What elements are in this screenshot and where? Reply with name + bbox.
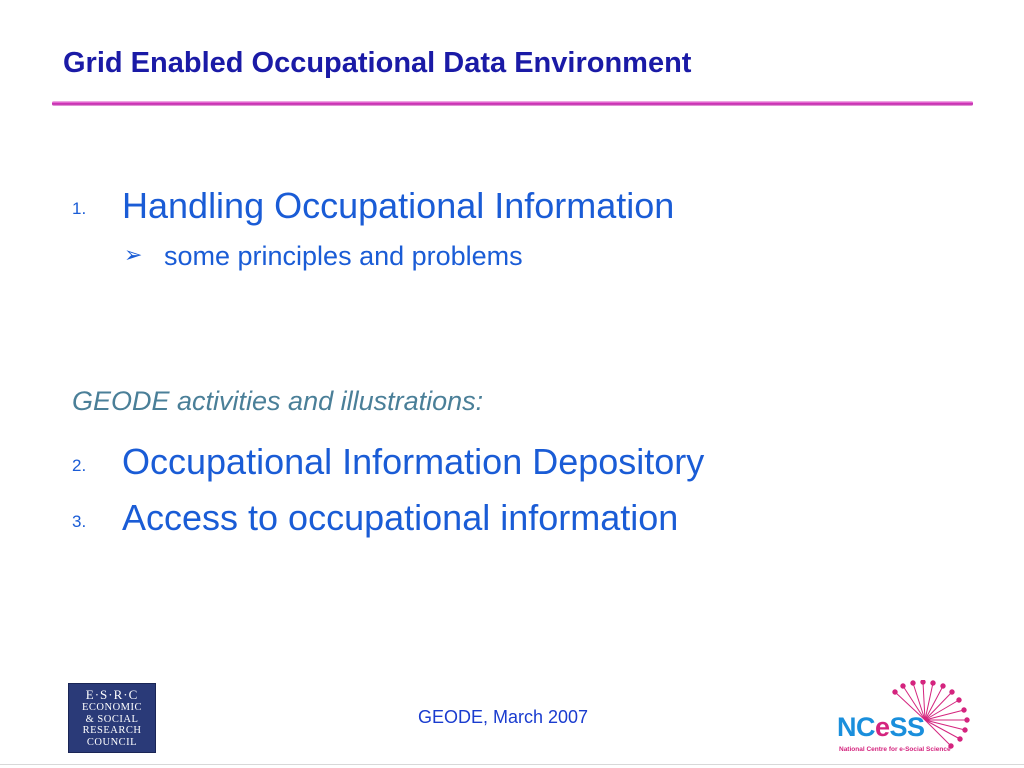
ncess-logo-wordmark xyxy=(837,712,925,743)
list-number-3: 3. xyxy=(72,512,87,531)
slide-title: Grid Enabled Occupational Data Environment xyxy=(63,47,692,79)
esrc-logo-initials: E·S·R·C xyxy=(85,687,139,702)
esrc-logo-line: RESEARCH xyxy=(82,725,142,736)
list-subitem-1: some principles and problems xyxy=(164,241,523,271)
ncess-logo-prefix: NC xyxy=(837,712,875,742)
footer-text: GEODE, March 2007 xyxy=(418,707,589,727)
ncess-logo-middle: e xyxy=(875,712,890,742)
list-number-2: 2. xyxy=(72,456,87,475)
list-number-1: 1. xyxy=(72,199,87,218)
list-item-1: Handling Occupational Information xyxy=(122,185,675,226)
arrowhead-bullet-icon: ➢ xyxy=(124,243,143,268)
esrc-logo-line: COUNCIL xyxy=(86,736,138,748)
esrc-logo xyxy=(68,683,156,753)
list-item-3: Access to occupational information xyxy=(122,497,679,538)
list-item-2: Occupational Information Depository xyxy=(122,441,705,482)
esrc-logo-line: ECONOMIC xyxy=(81,702,142,713)
section-heading: GEODE activities and illustrations: xyxy=(72,386,484,416)
title-divider xyxy=(52,101,973,106)
ncess-logo-suffix: SS xyxy=(889,712,925,742)
bottom-border xyxy=(0,764,1024,765)
ncess-logo xyxy=(833,680,973,758)
ncess-logo-tagline: National Centre for e-Social Science xyxy=(839,746,951,753)
esrc-logo-line: & SOCIAL xyxy=(85,713,139,725)
